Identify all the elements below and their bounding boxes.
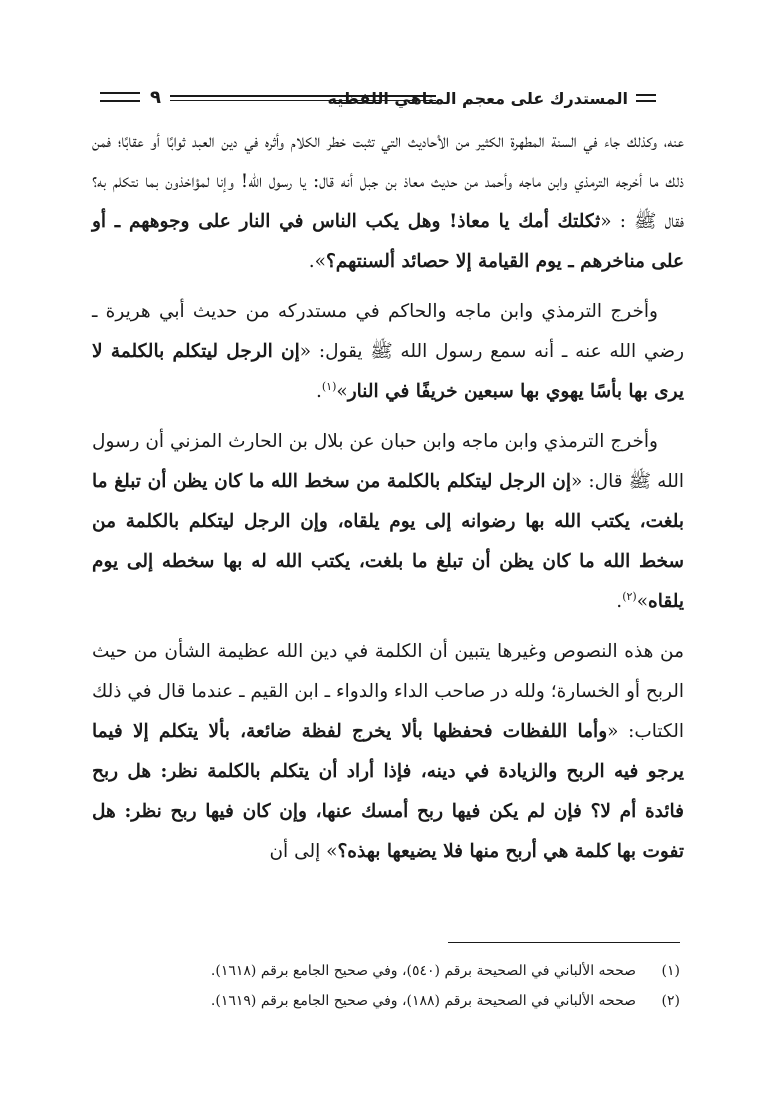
footnote	[120, 986, 680, 1016]
paragraph	[92, 122, 684, 282]
paragraph	[92, 292, 684, 412]
text-run: .	[616, 591, 623, 612]
text-run: عنه، وكذلك جاء في السنة المطهرة الكثير من الأحاديث التي تثبت خطر الكلام وأثره في دين العبد ثوابًا أو عقابًا؛ فمن ذلك ما أخرجه الترمذي وابن ماجه وأحمد من حديث معاذ بن جبل أنه قال: يا رسول الله! وإنا لمؤاخذون بما نتكلم به؟ فقال ﷺ : «	[92, 131, 684, 232]
text-run: ».	[308, 251, 326, 272]
header-ornament-right	[636, 94, 656, 102]
running-header	[100, 84, 656, 114]
text-run: »	[336, 381, 348, 402]
footnote-separator	[448, 942, 680, 943]
hadith-quote: وأما اللفظات فحفظها بألا يخرج لفظة ضائعة، بألا يتكلم إلا فيما يرجو فيه الربح والزيادة في دينه، فإذا أراد أن يتكلم بالكلمة نظر: هل ربح فائدة أم لا؟ فإن لم يكن فيها ربح أمسك عنها، وإن كان فيها ربح نظر: هل تفوت بها كلمة هي أربح منها فلا يضيعها بهذه؟	[92, 721, 684, 862]
hadith-quote: إن الرجل ليتكلم بالكلمة من سخط الله ما كان يظن أن تبلغ ما بلغت، يكتب الله بها رضوانه إلى يوم يلقاه، وإن الرجل ليتكلم بالكلمة من سخط الله ما كان يظن أن تبلغ ما بلغت، يكتب الله له بها سخطه إلى يوم يلقاه	[92, 471, 684, 612]
text-run: وأخرج الترمذي وابن ماجه وابن حبان عن بلال بن الحارث المزني أن رسول الله ﷺ قال: «	[92, 431, 684, 492]
footnote-reference: (٢)	[622, 589, 637, 603]
footnotes	[120, 956, 680, 1016]
footnote-reference: (١)	[321, 379, 337, 393]
text-run: وأخرج الترمذي وابن ماجه والحاكم في مستدركه من حديث أبي هريرة ـ رضي الله عنه ـ أنه سمع رسول الله ﷺ يقول: «	[92, 301, 684, 362]
main-text	[92, 122, 684, 882]
text-run: .	[315, 381, 322, 402]
paragraph	[92, 422, 684, 622]
text-run: من هذه النصوص وغيرها يتبين أن الكلمة في دين الله عظيمة الشأن من حيث الربح أو الخسارة؛ ولله در صاحب الداء والدواء ـ ابن القيم ـ عندما قال في ذلك الكتاب: «	[92, 641, 684, 742]
hadith-quote: ثكلتك أمك يا معاذ! وهل يكب الناس في النار على وجوههم ـ أو على مناخرهم ـ يوم القيامة إلا حصائد ألسنتهم؟	[92, 211, 684, 272]
footnote-number: (٢)	[661, 993, 680, 1009]
hadith-quote: إن الرجل ليتكلم بالكلمة لا يرى بها بأسًا يهوي بها سبعين خريفًا في النار	[92, 341, 684, 402]
paragraph	[92, 632, 684, 872]
footnote-text: صححه الألباني في الصحيحة برقم (٥٤٠)، وفي صحيح الجامع برقم (١٦١٨).	[210, 963, 636, 979]
footnote-text: صححه الألباني في الصحيحة برقم (١٨٨)، وفي صحيح الجامع برقم (١٦١٩).	[210, 993, 636, 1009]
text-run: »	[636, 591, 649, 612]
footnote	[120, 956, 680, 986]
text-run: » إلى أن	[269, 841, 338, 862]
page-number: ٩	[150, 87, 161, 108]
header-rule	[170, 95, 436, 101]
header-ornament-left	[100, 92, 140, 102]
header-title: المستدرك على معجم المناهي اللفظية	[327, 89, 628, 108]
footnote-number: (١)	[661, 963, 680, 979]
